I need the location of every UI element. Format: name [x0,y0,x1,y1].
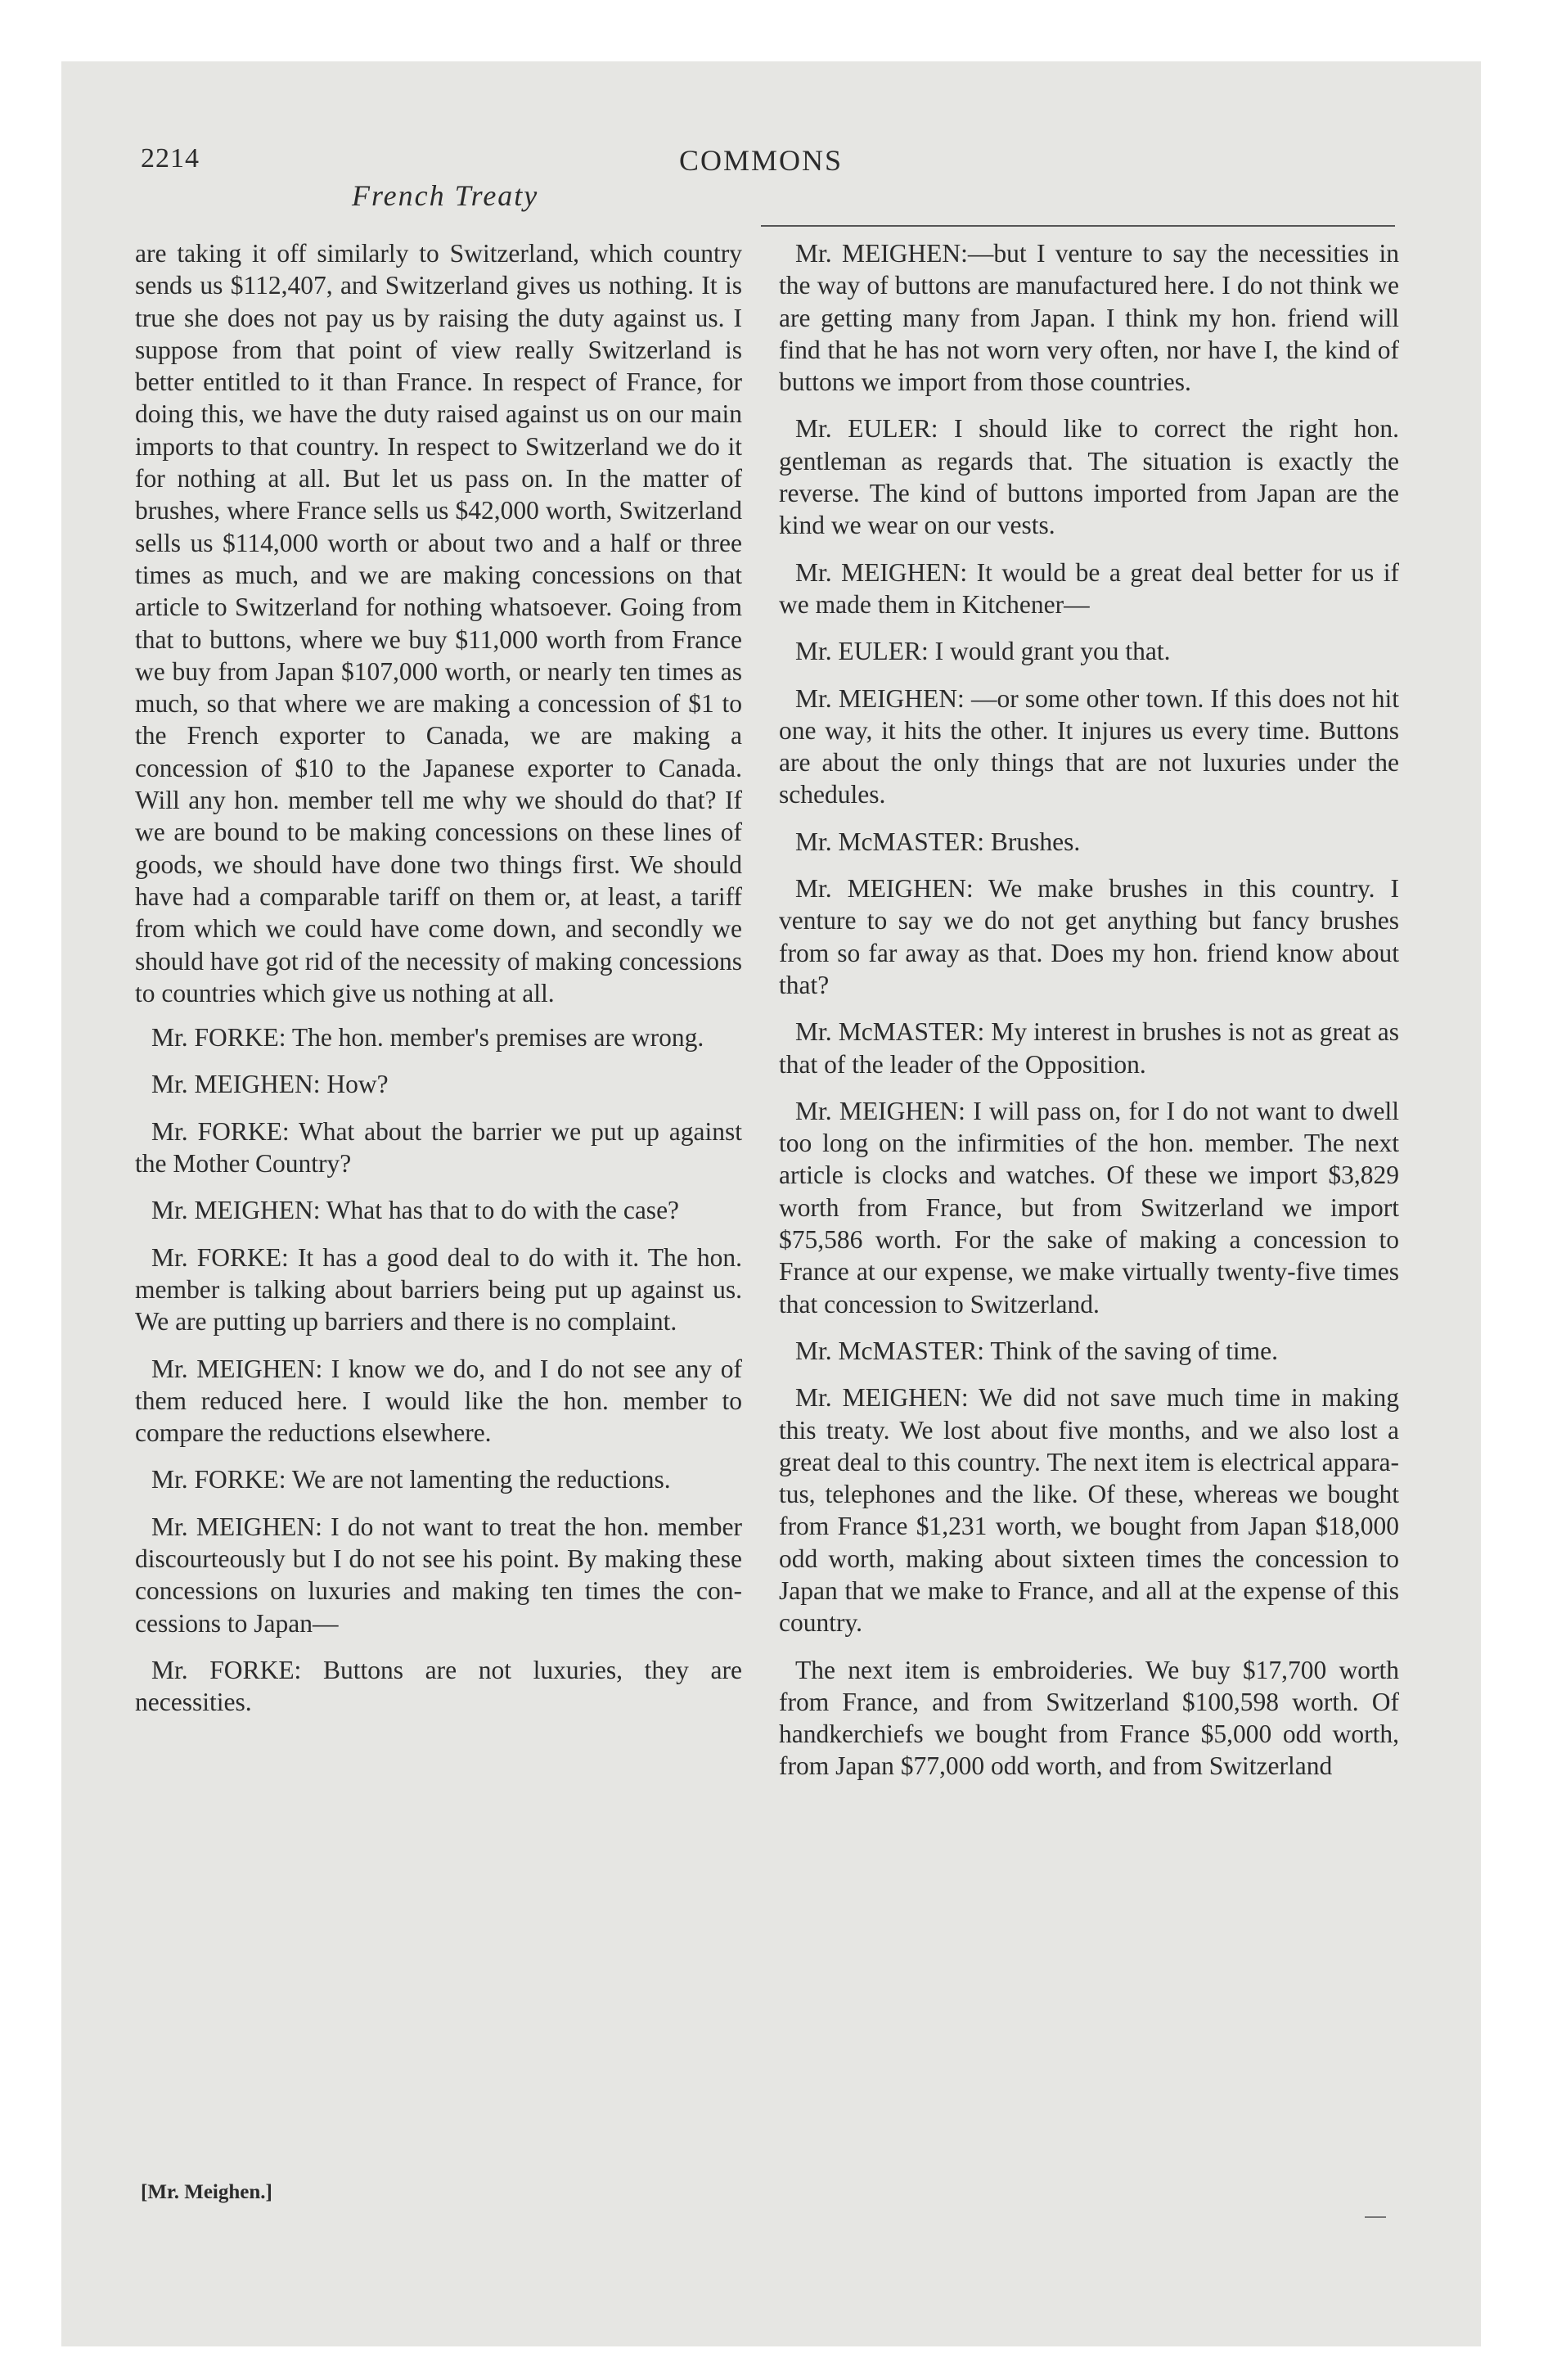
paragraph: Mr. MEIGHEN:—but I venture to say the necessities in the way of buttons are manufactured here. I do not think we are getting many from Japan. I think my hon. friend will find that he has not worn very often, nor have I, the kind of buttons we import from those countries. [779,239,1399,397]
paragraph: Mr. FORKE: Buttons are not luxuries, they are necessities. [135,1655,742,1717]
paragraph: Mr. MEIGHEN: I do not want to treat the hon. member discourteously but I do not see his point. By making these concessions on luxuries and making ten times the concessions to Japan— [135,1512,742,1638]
paragraph: Mr. FORKE: It has a good deal to do with it. The hon. member is talking about barriers being put up against us. We are putting up barriers and there is no complaint. [135,1242,742,1336]
paragraph: Mr. MEIGHEN: —or some other town. If this does not hit one way, it hits the other. It injures us every time. Buttons are about the only things that are not luxuries under the schedules. [779,683,1399,809]
paragraph: Mr. EULER: I would grant you that. [795,637,1171,666]
paragraph: are taking it off similarly to Switzerland, which country sends us $112,407, and Switzerland gives us nothing. It is true she does not pay us by raising the duty against us. I suppose from that point of view really Switzerland is better entitled to it than France. In respect of France, for doing this, we have the duty raised against us on our main imports to that country. In respect to Switzerland we do it for nothing at all. But let us pass on. In the matter of brushes, where France sells us $42,000 worth, Switzerland sells us $114,000 worth or about two and a half or three times as much, and we are making concessions on that article to Switzerland for nothing whatsoever. Going from that to buttons, where we buy $11,000 worth from France we buy from Japan $107,000 worth, or nearly ten times as much, so that where we are making a concession of $1 to the French exporter to Canada, we are making a concession of $10 to the Japanese exporter to Canada. Will any hon. member tell me why we should do that? If we are bound to be making concessions on these lines of goods, we should have done two things first. We should have had a comparable tariff on them or, at least, a tariff from which we could have come down, and secondly we should have got rid of the necessity of making concessions to countries which give us nothing at all. [135,239,742,1007]
paragraph: Mr. McMASTER: My interest in brushes is not as great as that of the leader of the Opposition. [779,1017,1399,1079]
paragraph: Mr. FORKE: We are not lamenting the reductions. [151,1465,671,1494]
section-title: French Treaty [352,179,539,212]
paragraph: Mr. FORKE: What about the barrier we put up against the Mother Country? [135,1116,742,1179]
left-column [135,237,742,1721]
paragraph: Mr. MEIGHEN: It would be a great deal better for us if we made them in Kitchener— [779,557,1399,619]
paragraph: Mr. McMASTER: Brushes. [795,827,1081,856]
running-head: COMMONS [679,144,844,177]
paragraph: Mr. MEIGHEN: I will pass on, for I do not want to dwell too long on the infirmities of the hon. member. The next article is clocks and watches. Of these we import $3,829 worth from France, but from Switzerland we import $75,586 worth. For the sake of making a concession to France at our expense, we make virtually twenty-five times that concession to Switzerland. [779,1096,1399,1318]
header-rule [761,225,1395,227]
paragraph: Mr. EULER: I should like to correct the right hon. gentleman as regards that. The situation is exactly the reverse. The kind of buttons imported from Japan are the kind we wear on our vests. [779,414,1399,540]
paragraph: Mr. McMASTER: Think of the saving of time. [795,1336,1279,1365]
page-number: 2214 [141,143,200,174]
page-mark-dash [1365,2216,1386,2218]
paragraph: Mr. MEIGHEN: We did not save much time in making this treaty. We lost about five months, and we also lost a great deal to this country. The next item is electrical apparatus, telephones and the like. Of these, whereas we bought from France $1,231 worth, we bought from Japan $18,000 odd worth, making about sixteen times the concession to Japan that we make to France, and all at the expense of this country. [779,1383,1399,1638]
speaker-byline: [Mr. Meighen.] [141,2181,272,2203]
paragraph: Mr. MEIGHEN: What has that to do with the case? [151,1196,680,1225]
paragraph: Mr. MEIGHEN: I know we do, and I do not see any of them reduced here. I would like the hon. member to compare the reductions elsewhere. [135,1354,742,1448]
paragraph: Mr. MEIGHEN: We make brushes in this country. I venture to say we do not get anything but fancy brushes from so far away as that. Does my hon. friend know about that? [779,874,1399,999]
paragraph: The next item is embroideries. We buy $17,700 worth from France, and from Switzerland $100,598 worth. Of handkerchiefs we bought from France $5,000 odd worth, from Japan $77,000 odd worth, and from Switzerland [779,1655,1399,1781]
right-column [779,237,1399,1786]
paragraph: Mr. FORKE: The hon. member's premises are wrong. [151,1023,704,1053]
paragraph: Mr. MEIGHEN: How? [151,1070,389,1099]
